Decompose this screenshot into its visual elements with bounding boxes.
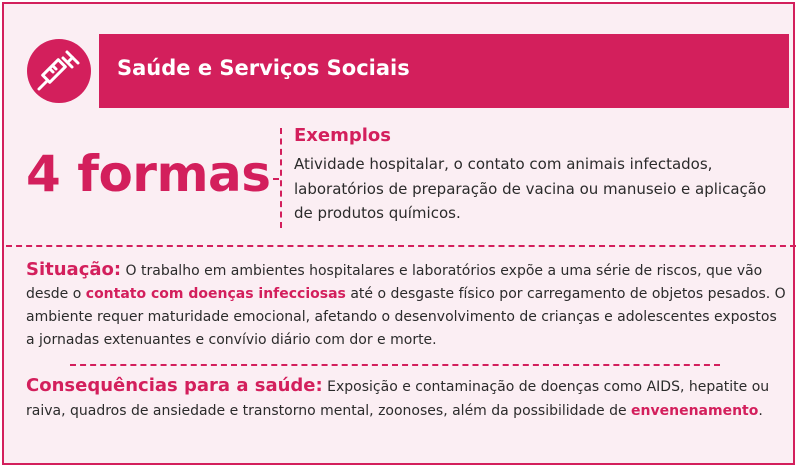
situation-text-start: O trabalho em ambientes hospitalares e laboratórios expõe a uma série de riscos, que vão desde o [26,263,763,302]
consequences-highlight: envenenamento [631,403,759,419]
connector-dash [261,178,279,180]
consequences-label: Consequências para a saúde: [26,375,323,396]
examples-divider [280,128,282,228]
syringe-icon [27,39,91,103]
consequences-text-end: . [758,403,763,419]
consequences-text-start: Exposição e contaminação de doenças como AIDS, hepatite ou raiva, quadros de ansiedade e transtorno mental, zoonoses, além da possibilidade de [26,379,770,419]
title-banner [99,34,789,108]
section-divider [6,245,796,247]
info-card [2,2,795,465]
situation-paragraph [26,258,786,352]
count-label: 4 formas [26,145,271,203]
situation-label: Situação: [26,259,122,280]
examples-text: Atividade hospitalar, o contato com animais infectados, laboratórios de preparação de vacina ou manuseio e aplicação de produtos químicos. [294,155,767,222]
page-title: Saúde e Serviços Sociais [117,56,410,80]
section-divider-short [70,364,720,366]
examples-title: Exemplos [294,125,392,146]
situation-text-end: até o desgaste físico por carregamento de objetos pesados. O ambiente requer maturidade emocional, afetando o desenvolvimento de crianças e adolescentes expostos a jornadas extenuantes e convívio diário com dor e morte. [26,286,786,348]
consequences-paragraph [26,374,796,423]
situation-highlight: contato com doenças infecciosas [85,286,346,302]
